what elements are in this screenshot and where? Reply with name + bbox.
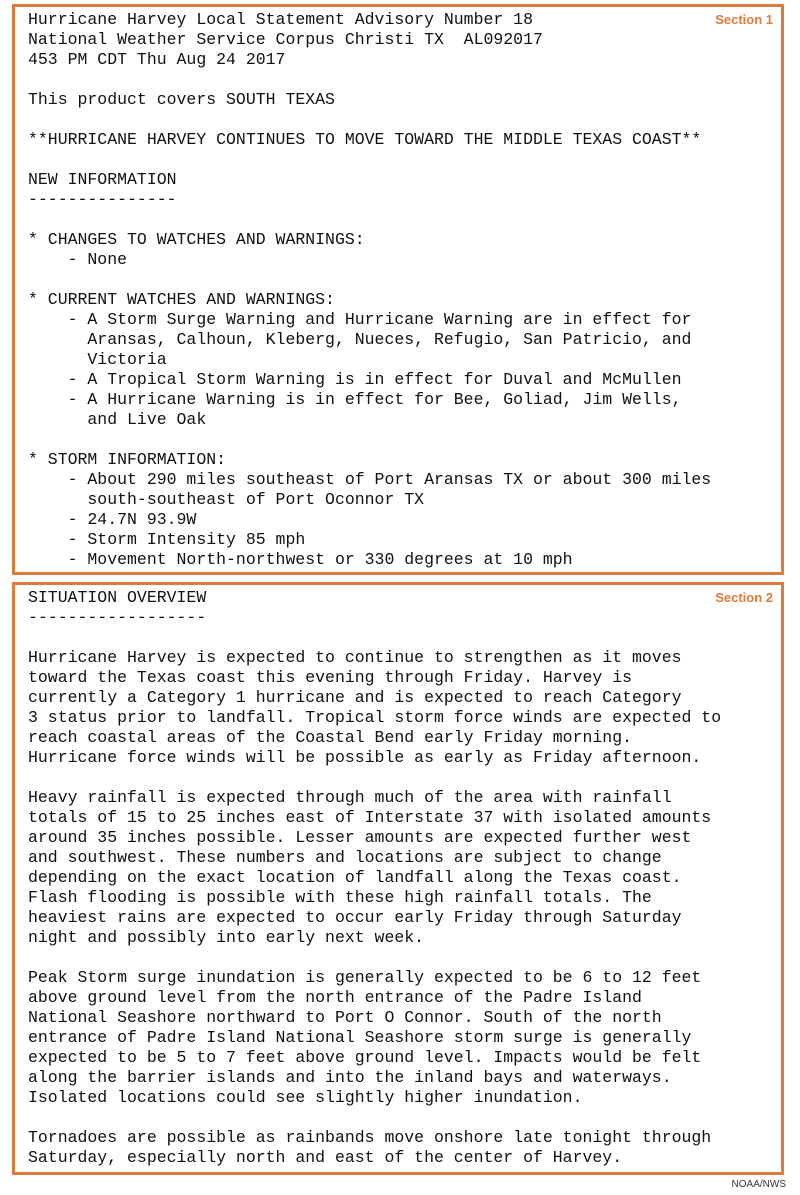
text-line: Saturday, especially north and east of the center of Harvey. — [28, 1148, 623, 1167]
section-2-text — [28, 588, 773, 1168]
text-line: expected to be 5 to 7 feet above ground level. Impacts would be felt — [28, 1048, 702, 1067]
text-line: along the barrier islands and into the inland bays and waterways. — [28, 1068, 672, 1087]
text-line — [28, 70, 773, 90]
text-line: depending on the exact location of landfall along the Texas coast. — [28, 868, 682, 887]
text-line: currently a Category 1 hurricane and is expected to reach Category — [28, 688, 682, 707]
text-line: * STORM INFORMATION: — [28, 450, 227, 469]
text-line — [28, 948, 773, 968]
section-2-label: Section 2 — [715, 590, 773, 605]
text-line: Victoria — [28, 350, 167, 369]
text-line: night and possibly into early next week. — [28, 928, 425, 947]
text-line: - A Tropical Storm Warning is in effect for Duval and McMullen — [28, 370, 682, 389]
text-line: * CURRENT WATCHES AND WARNINGS: — [28, 290, 335, 309]
text-line: Aransas, Calhoun, Kleberg, Nueces, Refugio, San Patricio, and — [28, 330, 692, 349]
text-line: * CHANGES TO WATCHES AND WARNINGS: — [28, 230, 365, 249]
text-line: Tornadoes are possible as rainbands move onshore late tonight through — [28, 1128, 712, 1147]
text-line: National Weather Service Corpus Christi TX AL092017 — [28, 30, 543, 49]
text-line: 453 PM CDT Thu Aug 24 2017 — [28, 50, 286, 69]
text-line: NEW INFORMATION — [28, 170, 177, 189]
text-line: - Storm Intensity 85 mph — [28, 530, 306, 549]
text-line: around 35 inches possible. Lesser amounts are expected further west — [28, 828, 692, 847]
text-line: Hurricane force winds will be possible as early as Friday afternoon. — [28, 748, 702, 767]
text-line: totals of 15 to 25 inches east of Interstate 37 with isolated amounts — [28, 808, 712, 827]
text-line — [28, 110, 773, 130]
text-line: - About 290 miles southeast of Port Aransas TX or about 300 miles — [28, 470, 712, 489]
text-line — [28, 628, 773, 648]
text-line — [28, 150, 773, 170]
text-line: **HURRICANE HARVEY CONTINUES TO MOVE TOWARD THE MIDDLE TEXAS COAST** — [28, 130, 702, 149]
text-line — [28, 270, 773, 290]
text-line: Isolated locations could see slightly higher inundation. — [28, 1088, 583, 1107]
text-line: - A Hurricane Warning is in effect for Bee, Goliad, Jim Wells, — [28, 390, 682, 409]
text-line: heaviest rains are expected to occur early Friday through Saturday — [28, 908, 682, 927]
text-line: toward the Texas coast this evening through Friday. Harvey is — [28, 668, 632, 687]
image-credit: NOAA/NWS — [731, 1179, 786, 1190]
text-line — [28, 768, 773, 788]
text-line: - Movement North-northwest or 330 degrees at 10 mph — [28, 550, 573, 569]
text-line: - A Storm Surge Warning and Hurricane Warning are in effect for — [28, 310, 692, 329]
text-line: --------------- — [28, 190, 177, 209]
text-line: Heavy rainfall is expected through much of the area with rainfall — [28, 788, 672, 807]
text-line: and Live Oak — [28, 410, 207, 429]
text-line: This product covers SOUTH TEXAS — [28, 90, 335, 109]
text-line — [28, 210, 773, 230]
section-2-box — [12, 582, 784, 1175]
text-line — [28, 1108, 773, 1128]
section-1-box — [12, 4, 784, 575]
text-line: Hurricane Harvey is expected to continue to strengthen as it moves — [28, 648, 682, 667]
text-line: and southwest. These numbers and locations are subject to change — [28, 848, 662, 867]
text-line: entrance of Padre Island National Seashore storm surge is generally — [28, 1028, 692, 1047]
text-line: above ground level from the north entrance of the Padre Island — [28, 988, 642, 1007]
text-line: Flash flooding is possible with these high rainfall totals. The — [28, 888, 652, 907]
text-line: SITUATION OVERVIEW — [28, 588, 207, 607]
text-line: ------------------ — [28, 608, 207, 627]
text-line — [28, 430, 773, 450]
text-line: Hurricane Harvey Local Statement Advisory Number 18 — [28, 10, 533, 29]
text-line: Peak Storm surge inundation is generally expected to be 6 to 12 feet — [28, 968, 702, 987]
text-line: south-southeast of Port Oconnor TX — [28, 490, 425, 509]
section-1-text — [28, 10, 773, 570]
text-line: - None — [28, 250, 128, 269]
text-line: 3 status prior to landfall. Tropical storm force winds are expected to — [28, 708, 722, 727]
text-line: reach coastal areas of the Coastal Bend early Friday morning. — [28, 728, 632, 747]
text-line: - 24.7N 93.9W — [28, 510, 197, 529]
section-1-label: Section 1 — [715, 12, 773, 27]
text-line: National Seashore northward to Port O Connor. South of the north — [28, 1008, 662, 1027]
